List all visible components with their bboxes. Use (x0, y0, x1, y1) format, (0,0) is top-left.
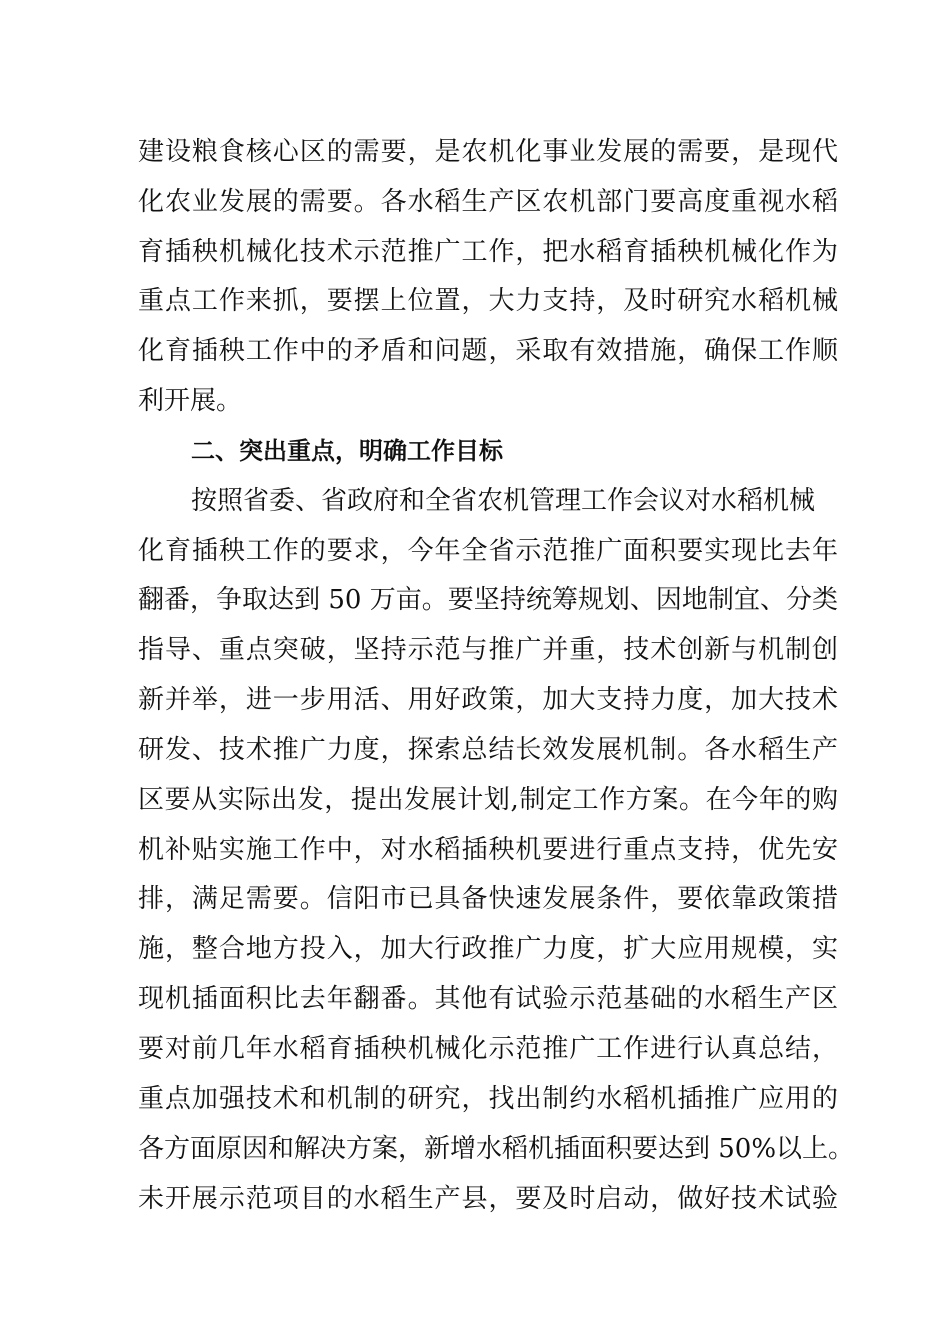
para1-line-6: 利开展。 (138, 386, 243, 416)
para1-line-1: 建设粮食核心区的需要，是农机化事业发展的需要，是现代 (138, 137, 838, 167)
para2-line-7: 区要从实际出发，提出发展计划,制定工作方案。在今年的购 (138, 785, 838, 815)
para2-line-4: 指导、重点突破，坚持示范与推广并重，技术创新与机制创 (138, 635, 838, 665)
section-heading: 二、突出重点，明确工作目标 (191, 437, 503, 465)
para2-line-6: 研发、技术推广力度，探索总结长效发展机制。各水稻生产 (138, 735, 838, 765)
para2-line-3: 翻番，争取达到 50 万亩。要坚持统筹规划、因地制宜、分类 (138, 585, 838, 615)
para1-line-5: 化育插秧工作中的矛盾和问题，采取有效措施，确保工作顺 (138, 336, 838, 366)
para2-line-9: 排，满足需要。信阳市已具备快速发展条件，要依靠政策措 (138, 884, 838, 914)
para2-line-5: 新并举，进一步用活、用好政策，加大支持力度，加大技术 (138, 685, 838, 715)
para2-line-11: 现机插面积比去年翻番。其他有试验示范基础的水稻生产区 (138, 984, 838, 1014)
para2-line-10: 施，整合地方投入，加大行政推广力度，扩大应用规模，实 (138, 934, 838, 964)
para2-line-15: 未开展示范项目的水稻生产县，要及时启动，做好技术试验 (138, 1184, 838, 1214)
para2-line-1: 按照省委、省政府和全省农机管理工作会议对水稻机械 (191, 486, 816, 516)
para2-line-8: 机补贴实施工作中，对水稻插秧机要进行重点支持，优先安 (138, 835, 838, 865)
para2-line-13: 重点加强技术和机制的研究，找出制约水稻机插推广应用的 (138, 1084, 838, 1114)
para1-line-3: 育插秧机械化技术示范推广工作，把水稻育插秧机械化作为 (138, 237, 838, 267)
para1-line-4: 重点工作来抓，要摆上位置，大力支持，及时研究水稻机械 (138, 286, 838, 316)
para1-line-2: 化农业发展的需要。各水稻生产区农机部门要高度重视水稻 (138, 187, 838, 217)
para2-line-2: 化育插秧工作的要求，今年全省示范推广面积要实现比去年 (138, 536, 838, 566)
para2-line-14: 各方面原因和解决方案，新增水稻机插面积要达到 50%以上。 (138, 1134, 855, 1164)
para2-line-12: 要对前几年水稻育插秧机械化示范推广工作进行认真总结， (138, 1034, 838, 1064)
